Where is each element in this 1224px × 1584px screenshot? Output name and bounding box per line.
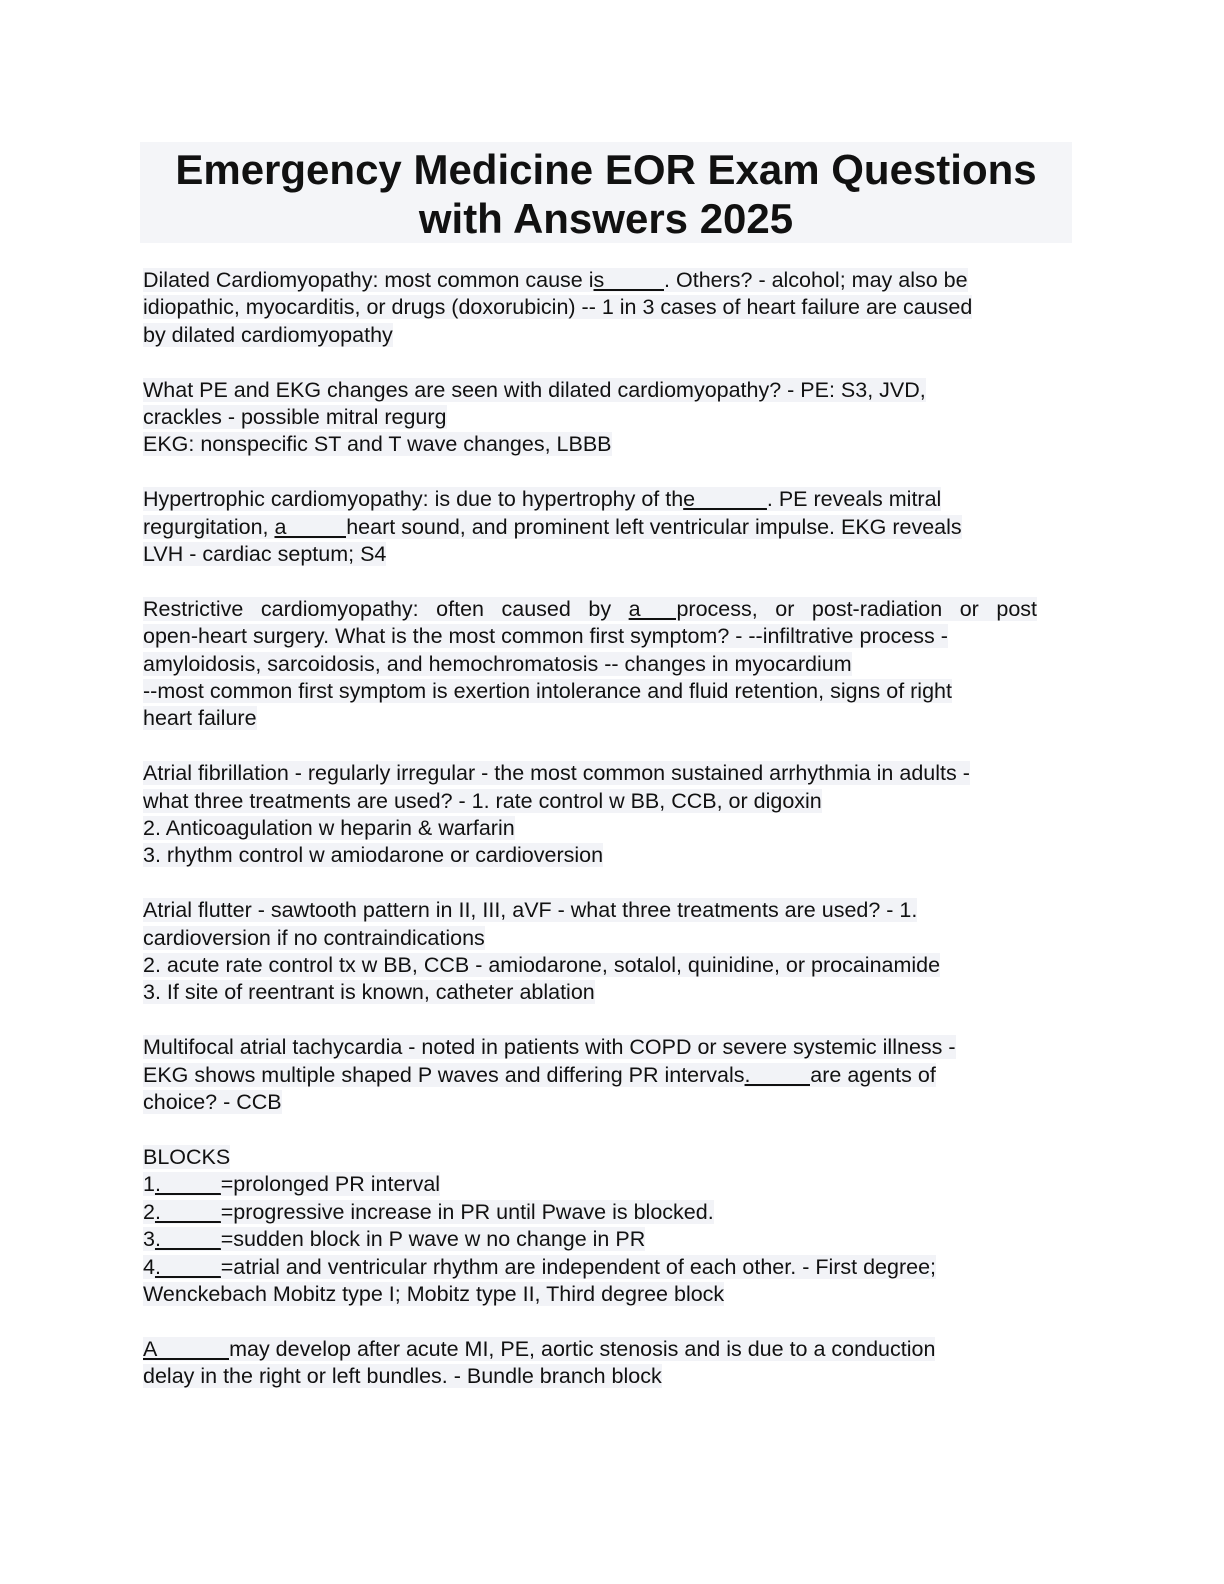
text-segment: 1 — [143, 1172, 155, 1197]
title-block — [140, 142, 1072, 243]
answer-blank: ._____ — [154, 1172, 221, 1197]
question-blocks — [143, 1144, 1063, 1308]
text-line: EKG: nonspecific ST and T wave changes, LBBB — [143, 432, 612, 457]
answer-blank: a_____ — [274, 514, 347, 539]
question-restrictive-cardiomyopathy — [143, 596, 1063, 733]
text-line: 2. Anticoagulation w heparin & warfarin — [143, 816, 515, 841]
text-line: LVH - cardiac septum; S4 — [143, 542, 387, 567]
text-segment: Restrictive cardiomyopathy: often caused by — [143, 596, 629, 621]
text-segment: Dilated Cardiomyopathy: most common cause i — [143, 268, 594, 292]
document-title-line-1: Emergency Medicine EOR Exam Questions — [175, 146, 1037, 193]
text-line: What PE and EKG changes are seen with dilated cardiomyopathy? - PE: S3, JVD, — [143, 377, 926, 402]
text-line: --most common first symptom is exertion intolerance and fluid retention, signs of right — [143, 679, 952, 704]
text-line: Multifocal atrial tachycardia - noted in patients with COPD or severe systemic illness - — [143, 1035, 956, 1060]
text-segment: process, or post-radiation or post — [676, 596, 1037, 621]
question-atrial-flutter — [143, 897, 1063, 1007]
text-line: 2. acute rate control tx w BB, CCB - amiodarone, sotalol, quinidine, or procainamide — [143, 953, 941, 978]
answer-blank: ._____ — [154, 1254, 221, 1279]
text-line: what three treatments are used? - 1. rate control w BB, CCB, or digoxin — [143, 788, 822, 813]
document-body — [143, 267, 1063, 1418]
text-line: 3. rhythm control w amiodarone or cardioversion — [143, 843, 604, 868]
text-line: by dilated cardiomyopathy — [143, 322, 393, 347]
answer-blank: ._____ — [744, 1062, 811, 1087]
text-segment: EKG shows multiple shaped P waves and differing PR intervals — [143, 1062, 745, 1087]
text-segment: heart sound, and prominent left ventricular impulse. EKG reveals — [346, 514, 962, 539]
question-dilated-cardiomyopathy — [143, 267, 1063, 349]
question-bundle-branch-block — [143, 1336, 1063, 1391]
text-line: amyloidosis, sarcoidosis, and hemochromatosis -- changes in myocardium — [143, 651, 852, 676]
text-segment: Hypertrophic cardiomyopathy: is due to hypertrophy of th — [143, 487, 684, 512]
text-segment: are agents of — [810, 1062, 936, 1087]
text-line: choice? - CCB — [143, 1090, 282, 1115]
text-line: heart failure — [143, 706, 257, 731]
text-segment: 2 — [143, 1199, 155, 1224]
question-multifocal-atrial-tachycardia — [143, 1034, 1063, 1116]
answer-blank: ._____ — [154, 1227, 221, 1252]
text-line: 3. If site of reentrant is known, catheter ablation — [143, 980, 595, 1005]
text-segment: =atrial and ventricular rhythm are independent of each other. - First degree; — [220, 1254, 937, 1279]
text-segment: =progressive increase in PR until Pwave is blocked. — [220, 1199, 714, 1224]
text-segment: =sudden block in P wave w no change in PR — [220, 1227, 646, 1252]
document-title-line-2: with Answers 2025 — [418, 195, 794, 242]
answer-blank: a___ — [628, 596, 677, 621]
text-line: open-heart surgery. What is the most common first symptom? - --infiltrative process - — [143, 624, 948, 649]
answer-blank: s_____ — [593, 268, 665, 292]
text-segment: may develop after acute MI, PE, aortic stenosis and is due to a conduction — [229, 1336, 936, 1361]
question-atrial-fibrillation — [143, 760, 1063, 870]
text-segment: =prolonged PR interval — [220, 1172, 441, 1197]
text-segment: regurgitation, — [143, 514, 275, 539]
question-pe-ekg-changes — [143, 377, 1063, 459]
text-segment: 4 — [143, 1254, 155, 1279]
text-line: Atrial flutter - sawtooth pattern in II, III, aVF - what three treatments are used? - 1. — [143, 898, 918, 923]
answer-blank: e______ — [683, 487, 767, 512]
text-line: cardioversion if no contraindications — [143, 925, 485, 950]
text-line: idiopathic, myocarditis, or drugs (doxorubicin) -- 1 in 3 cases of heart failure are caused — [143, 295, 973, 320]
text-line: Atrial fibrillation - regularly irregular - the most common sustained arrhythmia in adults - — [143, 761, 970, 786]
text-segment: 3 — [143, 1227, 155, 1252]
text-line: Wenckebach Mobitz type I; Mobitz type II, Third degree block — [143, 1281, 725, 1306]
text-line: delay in the right or left bundles. - Bundle branch block — [143, 1364, 662, 1389]
question-hypertrophic-cardiomyopathy — [143, 486, 1063, 568]
section-heading: BLOCKS — [143, 1144, 231, 1169]
answer-blank: ._____ — [154, 1199, 221, 1224]
text-segment: . Others? - alcohol; may also be — [664, 268, 968, 292]
answer-blank: A______ — [143, 1336, 230, 1361]
text-line: crackles - possible mitral regurg — [143, 405, 447, 430]
text-segment: . PE reveals mitral — [766, 487, 942, 512]
